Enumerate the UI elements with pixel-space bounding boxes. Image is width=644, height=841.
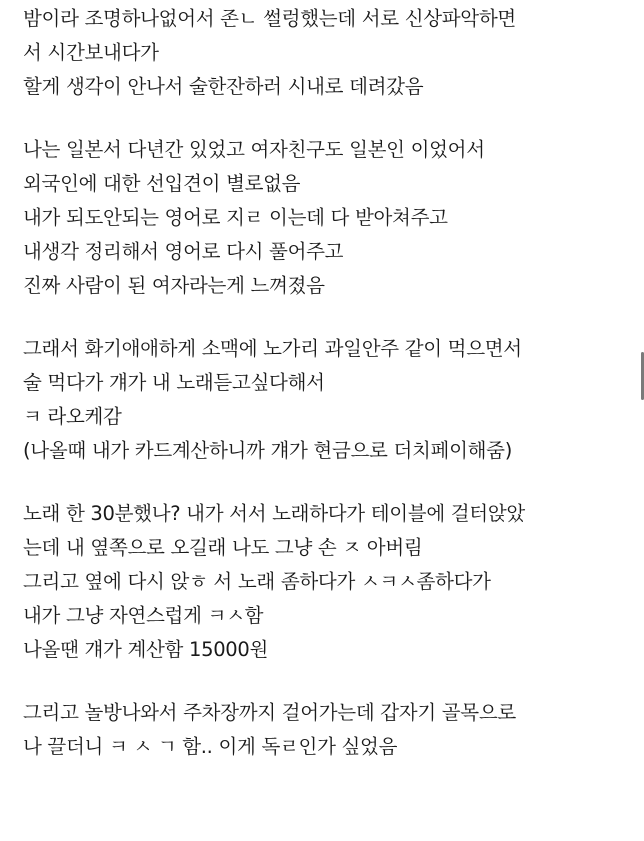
post-body <box>23 2 627 764</box>
text-line: 그리고 옆에 다시 앉ㅎ 서 노래 좀하다가 ㅅㅋㅅ좀하다가 <box>23 570 491 593</box>
text-line: 외국인에 대한 선입견이 별로없음 <box>23 172 301 195</box>
text-line: 나 끌더니 ㅋ ㅅ ㄱ 함.. 이게 독ㄹ인가 싶었음 <box>23 735 398 758</box>
text-line: 내가 되도안되는 영어로 지ㄹ 이는데 다 받아쳐주고 <box>23 206 448 229</box>
text-line: 나는 일본서 다년간 있었고 여자친구도 일본인 이었어서 <box>23 138 485 161</box>
paragraph-gap <box>23 104 627 133</box>
text-line: 내생각 정리해서 영어로 다시 풀어주고 <box>23 240 344 263</box>
text-line: 내가 그냥 자연스럽게 ㅋㅅ함 <box>23 604 264 627</box>
text-line: 서 시간보내다가 <box>23 41 159 64</box>
text-line: 노래 한 30분했나? 내가 서서 노래하다가 테이블에 걸터앉았 <box>23 502 525 525</box>
text-line: 는데 내 옆쪽으로 오길래 나도 그냥 손 ㅈ 아버림 <box>23 536 423 559</box>
text-line: 밤이라 조명하나없어서 존ㄴ 썰렁했는데 서로 신상파악하면 <box>23 7 516 30</box>
text-line: 나올땐 걔가 계산함 15000원 <box>23 638 269 661</box>
paragraph-gap <box>23 667 627 696</box>
text-line: 진짜 사람이 된 여자라는게 느껴졌음 <box>23 274 325 297</box>
text-line: ㅋ 라오케감 <box>23 405 122 428</box>
text-line: 그래서 화기애애하게 소맥에 노가리 과일안주 같이 먹으면서 <box>23 337 522 360</box>
paragraph-gap <box>23 303 627 332</box>
text-line: (나올때 내가 카드계산하니까 걔가 현금으로 더치페이해줌) <box>23 439 512 462</box>
paragraph-gap <box>23 468 627 497</box>
text-line: 술 먹다가 걔가 내 노래듣고싶다해서 <box>23 371 325 394</box>
text-line: 할게 생각이 안나서 술한잔하러 시내로 데려갔음 <box>23 75 424 98</box>
text-line: 그리고 놀방나와서 주차장까지 걸어가는데 갑자기 골목으로 <box>23 701 516 724</box>
